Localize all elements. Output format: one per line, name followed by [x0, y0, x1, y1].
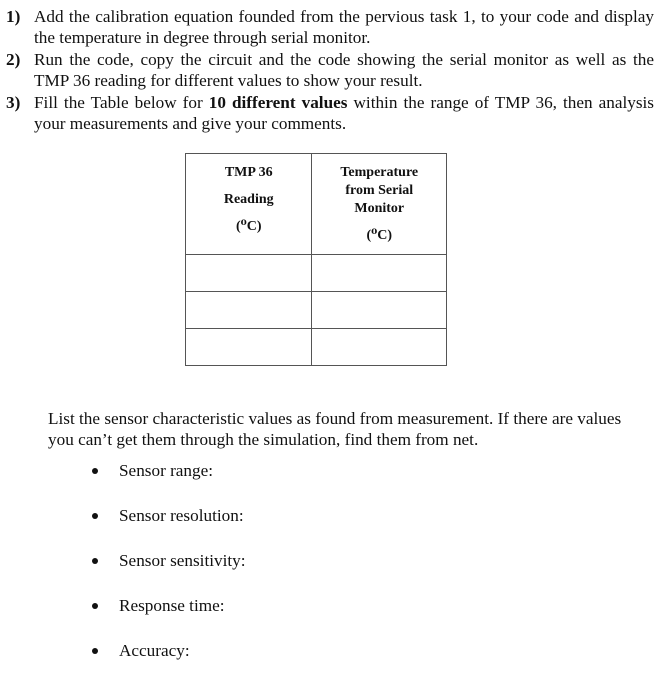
bullet-icon	[92, 558, 98, 564]
list-item: Sensor sensitivity:	[88, 550, 246, 595]
task-number: 3)	[6, 93, 21, 112]
table-cell[interactable]	[312, 329, 447, 366]
task-number: 2)	[6, 50, 21, 69]
table-cell[interactable]	[312, 292, 447, 329]
table-cell[interactable]	[186, 329, 312, 366]
column-header-serial-temperature: Temperature from Serial Monitor (⁰C)	[312, 154, 447, 255]
table-row	[186, 255, 447, 292]
bullet-icon	[92, 648, 98, 654]
column-header-tmp36-reading: TMP 36 Reading (⁰C)	[186, 154, 312, 255]
table-cell[interactable]	[312, 255, 447, 292]
list-item: Accuracy:	[88, 640, 246, 685]
task-2	[6, 49, 654, 91]
table-row	[186, 292, 447, 329]
table-row	[186, 329, 447, 366]
table-cell[interactable]	[186, 255, 312, 292]
table-header-row	[186, 154, 447, 255]
task-1	[6, 6, 654, 48]
task-3	[6, 92, 654, 134]
measurement-table	[185, 153, 447, 366]
list-item: Sensor range:	[88, 460, 246, 505]
bullet-icon	[92, 513, 98, 519]
task-text: Add the calibration equation founded from the pervious task 1, to your code and display the temperature in degree through serial monitor.	[34, 7, 654, 47]
table-cell[interactable]	[186, 292, 312, 329]
emphasis-text: 10 different values	[208, 93, 348, 112]
task-text: Run the code, copy the circuit and the code showing the serial monitor as well as the TMP 36 reading for different values to show your result.	[34, 50, 654, 90]
bullet-icon	[92, 603, 98, 609]
characteristics-list	[88, 460, 246, 685]
list-item: Response time:	[88, 595, 246, 640]
characteristics-intro: List the sensor characteristic values as found from measurement. If there are values you can’t get them through the simulation, find them from net.	[48, 409, 622, 449]
task-number: 1)	[6, 7, 21, 26]
list-item: Sensor resolution:	[88, 505, 246, 550]
bullet-icon	[92, 468, 98, 474]
task-text: Fill the Table below for 10 different values within the range of TMP 36, then analysis your measurements and give your comments.	[34, 93, 655, 133]
